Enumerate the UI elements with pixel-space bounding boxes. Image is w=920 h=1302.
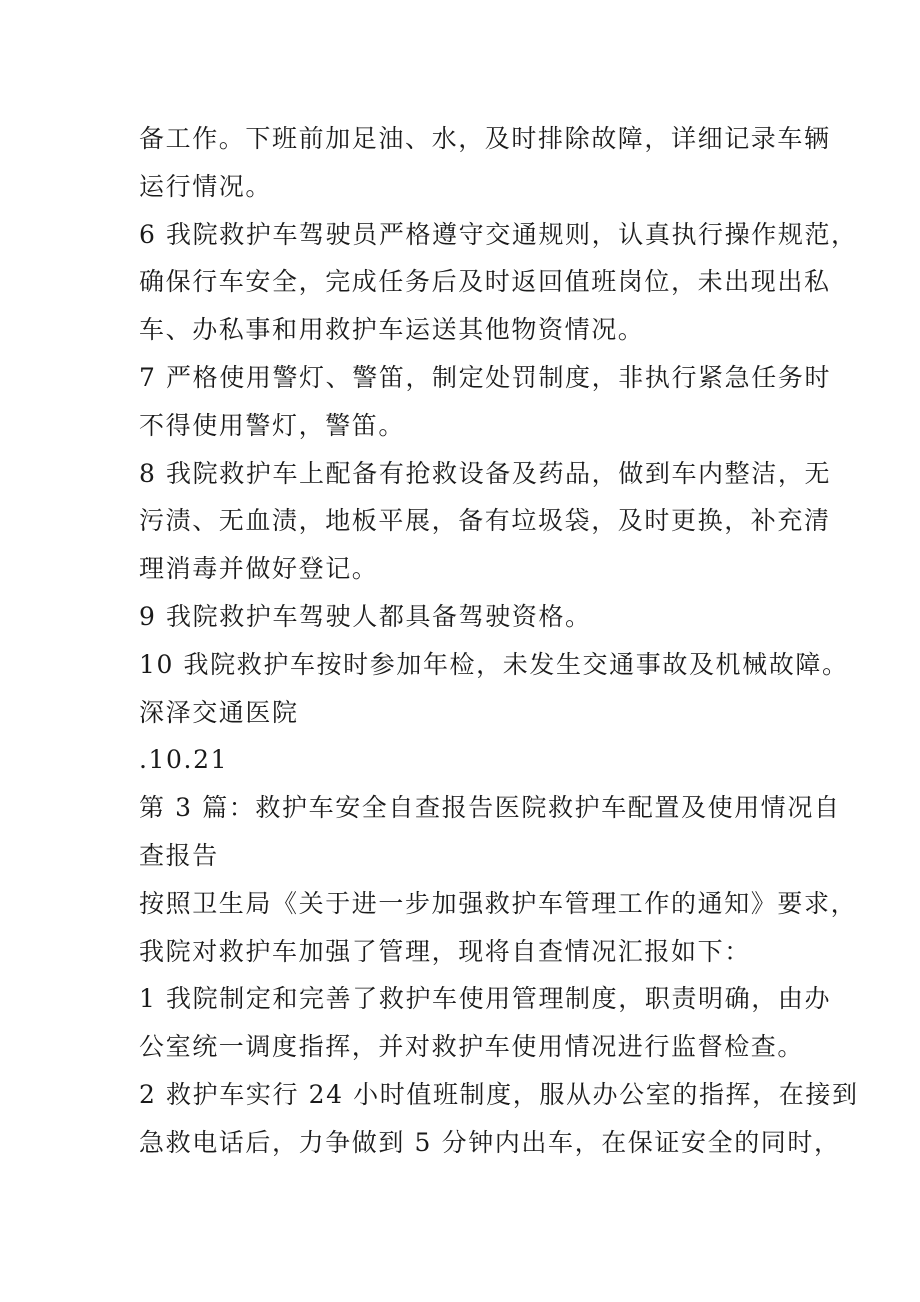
section-heading: 查报告 xyxy=(139,840,219,870)
text-line: 我院对救护车加强了管理，现将自查情况汇报如下： xyxy=(139,936,751,966)
signature-date: .10.21 xyxy=(139,745,229,775)
text-line: 8 我院救护车上配备有抢救设备及药品，做到车内整洁，无 xyxy=(139,458,832,488)
text-line: 9 我院救护车驾驶人都具备驾驶资格。 xyxy=(139,601,592,631)
text-line: 7 严格使用警灯、警笛，制定处罚制度，非执行紧急任务时 xyxy=(139,362,832,392)
text-line: 不得使用警灯，警笛。 xyxy=(139,410,406,440)
text-line: 6 我院救护车驾驶员严格遵守交通规则，认真执行操作规范， xyxy=(139,219,858,249)
text-line: 运行情况。 xyxy=(139,171,273,201)
text-line: 理消毒并做好登记。 xyxy=(139,554,379,584)
text-line: 急救电话后，力争做到 5 分钟内出车，在保证安全的同时， xyxy=(139,1127,841,1157)
text-line: 按照卫生局《关于进一步加强救护车管理工作的通知》要求， xyxy=(139,888,858,918)
document-body xyxy=(139,115,859,1167)
text-line: 确保行车安全，完成任务后及时返回值班岗位，未出现出私 xyxy=(139,267,831,297)
text-line: 2 救护车实行 24 小时值班制度，服从办公室的指挥，在接到 xyxy=(139,1079,859,1109)
text-line: 车、办私事和用救护车运送其他物资情况。 xyxy=(139,315,645,345)
signature-organization: 深泽交通医院 xyxy=(139,697,299,727)
text-line: 10 我院救护车按时参加年检，未发生交通事故及机械故障。 xyxy=(139,649,849,679)
text-line: 1 我院制定和完善了救护车使用管理制度，职责明确，由办 xyxy=(139,984,832,1014)
text-line: 污渍、无血渍，地板平展，备有垃圾袋，及时更换，补充清 xyxy=(139,506,831,536)
text-line: 备工作。下班前加足油、水，及时排除故障，详细记录车辆 xyxy=(139,124,831,153)
text-line: 公室统一调度指挥，并对救护车使用情况进行监督检查。 xyxy=(139,1032,805,1062)
section-heading: 第 3 篇：救护车安全自查报告医院救护车配置及使用情况自 xyxy=(139,793,841,823)
